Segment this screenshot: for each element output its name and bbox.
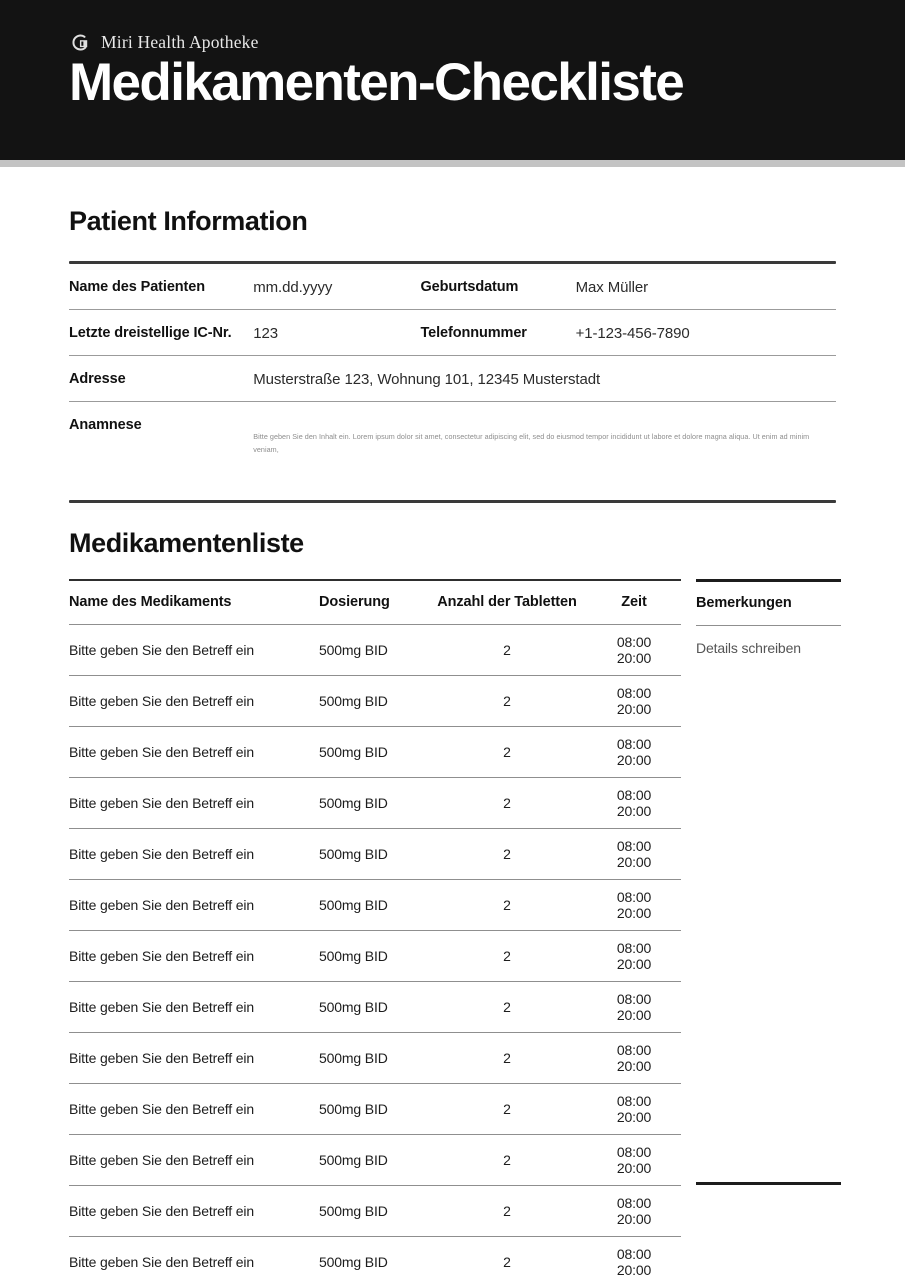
cell-tablet-count[interactable]: 2: [427, 1186, 587, 1237]
cell-dosage[interactable]: 500mg BID: [319, 778, 427, 829]
cell-time[interactable]: [587, 982, 681, 1033]
cell-time[interactable]: [587, 1135, 681, 1186]
time-evening: 20:00: [616, 1058, 652, 1074]
table-row: [69, 1033, 681, 1084]
column-header-remarks: Bemerkungen: [696, 581, 841, 626]
cell-tablet-count[interactable]: 2: [427, 778, 587, 829]
table-row: [69, 310, 836, 356]
time-evening: 20:00: [616, 1262, 652, 1278]
medication-tables-layout: [69, 579, 836, 1280]
time-morning: 08:00: [616, 1042, 652, 1058]
document-body: [0, 167, 905, 1280]
ic-number-value[interactable]: 123: [253, 310, 420, 356]
cell-tablet-count[interactable]: 2: [427, 880, 587, 931]
medication-table: [69, 579, 681, 1280]
cell-time[interactable]: [587, 778, 681, 829]
birthdate-label: Geburtsdatum: [420, 264, 575, 310]
column-header-name: Name des Medikaments: [69, 580, 319, 625]
cell-medication-name[interactable]: Bitte geben Sie den Betreff ein: [69, 982, 319, 1033]
page-title: Medikamenten-Checkliste: [69, 53, 684, 112]
cell-medication-name[interactable]: Bitte geben Sie den Betreff ein: [69, 1033, 319, 1084]
patient-information-section: [69, 167, 836, 503]
time-morning: 08:00: [616, 787, 652, 803]
cell-medication-name[interactable]: Bitte geben Sie den Betreff ein: [69, 1135, 319, 1186]
cell-medication-name[interactable]: Bitte geben Sie den Betreff ein: [69, 676, 319, 727]
cell-dosage[interactable]: 500mg BID: [319, 727, 427, 778]
medication-list-title: Medikamentenliste: [69, 528, 304, 558]
time-evening: 20:00: [616, 752, 652, 768]
cell-time[interactable]: [587, 727, 681, 778]
time-evening: 20:00: [616, 803, 652, 819]
cell-dosage[interactable]: 500mg BID: [319, 880, 427, 931]
time-morning: 08:00: [616, 838, 652, 854]
cell-tablet-count[interactable]: 2: [427, 1135, 587, 1186]
medication-main-table-wrap: [69, 579, 681, 1280]
ic-number-label: Letzte dreistellige IC-Nr.: [69, 310, 253, 356]
time-morning: 08:00: [616, 991, 652, 1007]
remarks-first-value[interactable]: Details schreiben: [696, 640, 801, 656]
cell-medication-name[interactable]: Bitte geben Sie den Betreff ein: [69, 625, 319, 676]
cell-tablet-count[interactable]: 2: [427, 625, 587, 676]
table-row: [69, 676, 681, 727]
cell-dosage[interactable]: 500mg BID: [319, 982, 427, 1033]
cell-tablet-count[interactable]: 2: [427, 1237, 587, 1280]
address-label: Adresse: [69, 356, 253, 402]
anamnese-text[interactable]: Bitte geben Sie den Inhalt ein. Lorem ipsum dolor sit amet, consectetur adipiscing elit, sed do eiusmod tempor incididunt ut labore et dolore magna aliqua. Ut enim ad minim veniam,: [253, 432, 810, 454]
cell-medication-name[interactable]: Bitte geben Sie den Betreff ein: [69, 778, 319, 829]
time-evening: 20:00: [616, 905, 652, 921]
remarks-table: [696, 579, 841, 626]
cell-medication-name[interactable]: Bitte geben Sie den Betreff ein: [69, 1186, 319, 1237]
time-morning: 08:00: [616, 1144, 652, 1160]
document-header: [0, 0, 905, 160]
table-row: [69, 880, 681, 931]
cell-time[interactable]: [587, 931, 681, 982]
cell-medication-name[interactable]: Bitte geben Sie den Betreff ein: [69, 1237, 319, 1280]
table-row: [69, 982, 681, 1033]
cell-tablet-count[interactable]: 2: [427, 1033, 587, 1084]
brand-lockup: [69, 0, 905, 52]
anamnese-cell: [253, 402, 836, 501]
time-morning: 08:00: [616, 1195, 652, 1211]
cell-medication-name[interactable]: Bitte geben Sie den Betreff ein: [69, 931, 319, 982]
cell-dosage[interactable]: 500mg BID: [319, 1135, 427, 1186]
remarks-body: [696, 626, 841, 1182]
table-row: [69, 1186, 681, 1237]
cell-dosage[interactable]: 500mg BID: [319, 931, 427, 982]
table-row: [69, 1237, 681, 1280]
table-row: [69, 356, 836, 402]
table-header-row: [696, 581, 841, 626]
table-row: [69, 829, 681, 880]
patient-information-title: Patient Information: [69, 206, 308, 236]
g-monogram-logo-icon: [69, 31, 92, 54]
cell-dosage[interactable]: 500mg BID: [319, 1237, 427, 1280]
cell-tablet-count[interactable]: 2: [427, 982, 587, 1033]
cell-time[interactable]: [587, 1084, 681, 1135]
time-morning: 08:00: [616, 685, 652, 701]
cell-medication-name[interactable]: Bitte geben Sie den Betreff ein: [69, 727, 319, 778]
table-row: [69, 625, 681, 676]
time-evening: 20:00: [616, 1160, 652, 1176]
header-accent-band: [0, 160, 905, 167]
cell-tablet-count[interactable]: 2: [427, 676, 587, 727]
address-value[interactable]: Musterstraße 123, Wohnung 101, 12345 Musterstadt: [253, 356, 836, 402]
cell-dosage[interactable]: 500mg BID: [319, 829, 427, 880]
time-evening: 20:00: [616, 701, 652, 717]
time-morning: 08:00: [616, 1246, 652, 1262]
medication-table-body: [69, 625, 681, 1280]
table-row: [69, 931, 681, 982]
medication-list-section: [69, 503, 836, 1280]
patient-information-table: [69, 264, 836, 500]
phone-number-label: Telefonnummer: [420, 310, 575, 356]
remarks-column-wrap: [696, 579, 841, 1185]
remarks-bottom-rule: [696, 1182, 841, 1185]
cell-time[interactable]: [587, 676, 681, 727]
table-header-row: [69, 580, 681, 625]
cell-time[interactable]: [587, 829, 681, 880]
table-row: [69, 1135, 681, 1186]
time-evening: 20:00: [616, 1109, 652, 1125]
phone-number-value[interactable]: +1-123-456-7890: [576, 310, 836, 356]
table-row: [69, 727, 681, 778]
time-evening: 20:00: [616, 650, 652, 666]
cell-medication-name[interactable]: Bitte geben Sie den Betreff ein: [69, 880, 319, 931]
cell-tablet-count[interactable]: 2: [427, 829, 587, 880]
anamnese-label: Anamnese: [69, 417, 142, 433]
birthdate-value[interactable]: Max Müller: [576, 264, 836, 310]
cell-dosage[interactable]: 500mg BID: [319, 1186, 427, 1237]
cell-tablet-count[interactable]: 2: [427, 727, 587, 778]
column-header-time: Zeit: [587, 580, 681, 625]
patient-name-value[interactable]: mm.dd.yyyy: [253, 264, 420, 310]
brand-name: Miri Health Apotheke: [101, 31, 259, 52]
column-header-count: Anzahl der Tabletten: [427, 580, 587, 625]
time-morning: 08:00: [616, 1093, 652, 1109]
cell-time[interactable]: [587, 625, 681, 676]
cell-dosage[interactable]: 500mg BID: [319, 625, 427, 676]
cell-medication-name[interactable]: Bitte geben Sie den Betreff ein: [69, 1084, 319, 1135]
cell-medication-name[interactable]: Bitte geben Sie den Betreff ein: [69, 829, 319, 880]
cell-time[interactable]: [587, 880, 681, 931]
table-row: [69, 1084, 681, 1135]
cell-dosage[interactable]: 500mg BID: [319, 1033, 427, 1084]
cell-time[interactable]: [587, 1186, 681, 1237]
cell-tablet-count[interactable]: 2: [427, 931, 587, 982]
patient-name-label: Name des Patienten: [69, 264, 253, 310]
time-morning: 08:00: [616, 940, 652, 956]
table-row: [69, 778, 681, 829]
time-evening: 20:00: [616, 1211, 652, 1227]
cell-dosage[interactable]: 500mg BID: [319, 676, 427, 727]
time-morning: 08:00: [616, 889, 652, 905]
column-header-dosage: Dosierung: [319, 580, 427, 625]
time-evening: 20:00: [616, 854, 652, 870]
cell-tablet-count[interactable]: 2: [427, 1084, 587, 1135]
cell-dosage[interactable]: 500mg BID: [319, 1084, 427, 1135]
table-row: [69, 402, 836, 501]
time-evening: 20:00: [616, 1007, 652, 1023]
cell-time[interactable]: [587, 1237, 681, 1280]
time-evening: 20:00: [616, 956, 652, 972]
time-morning: 08:00: [616, 634, 652, 650]
time-morning: 08:00: [616, 736, 652, 752]
cell-time[interactable]: [587, 1033, 681, 1084]
table-row: [69, 264, 836, 310]
